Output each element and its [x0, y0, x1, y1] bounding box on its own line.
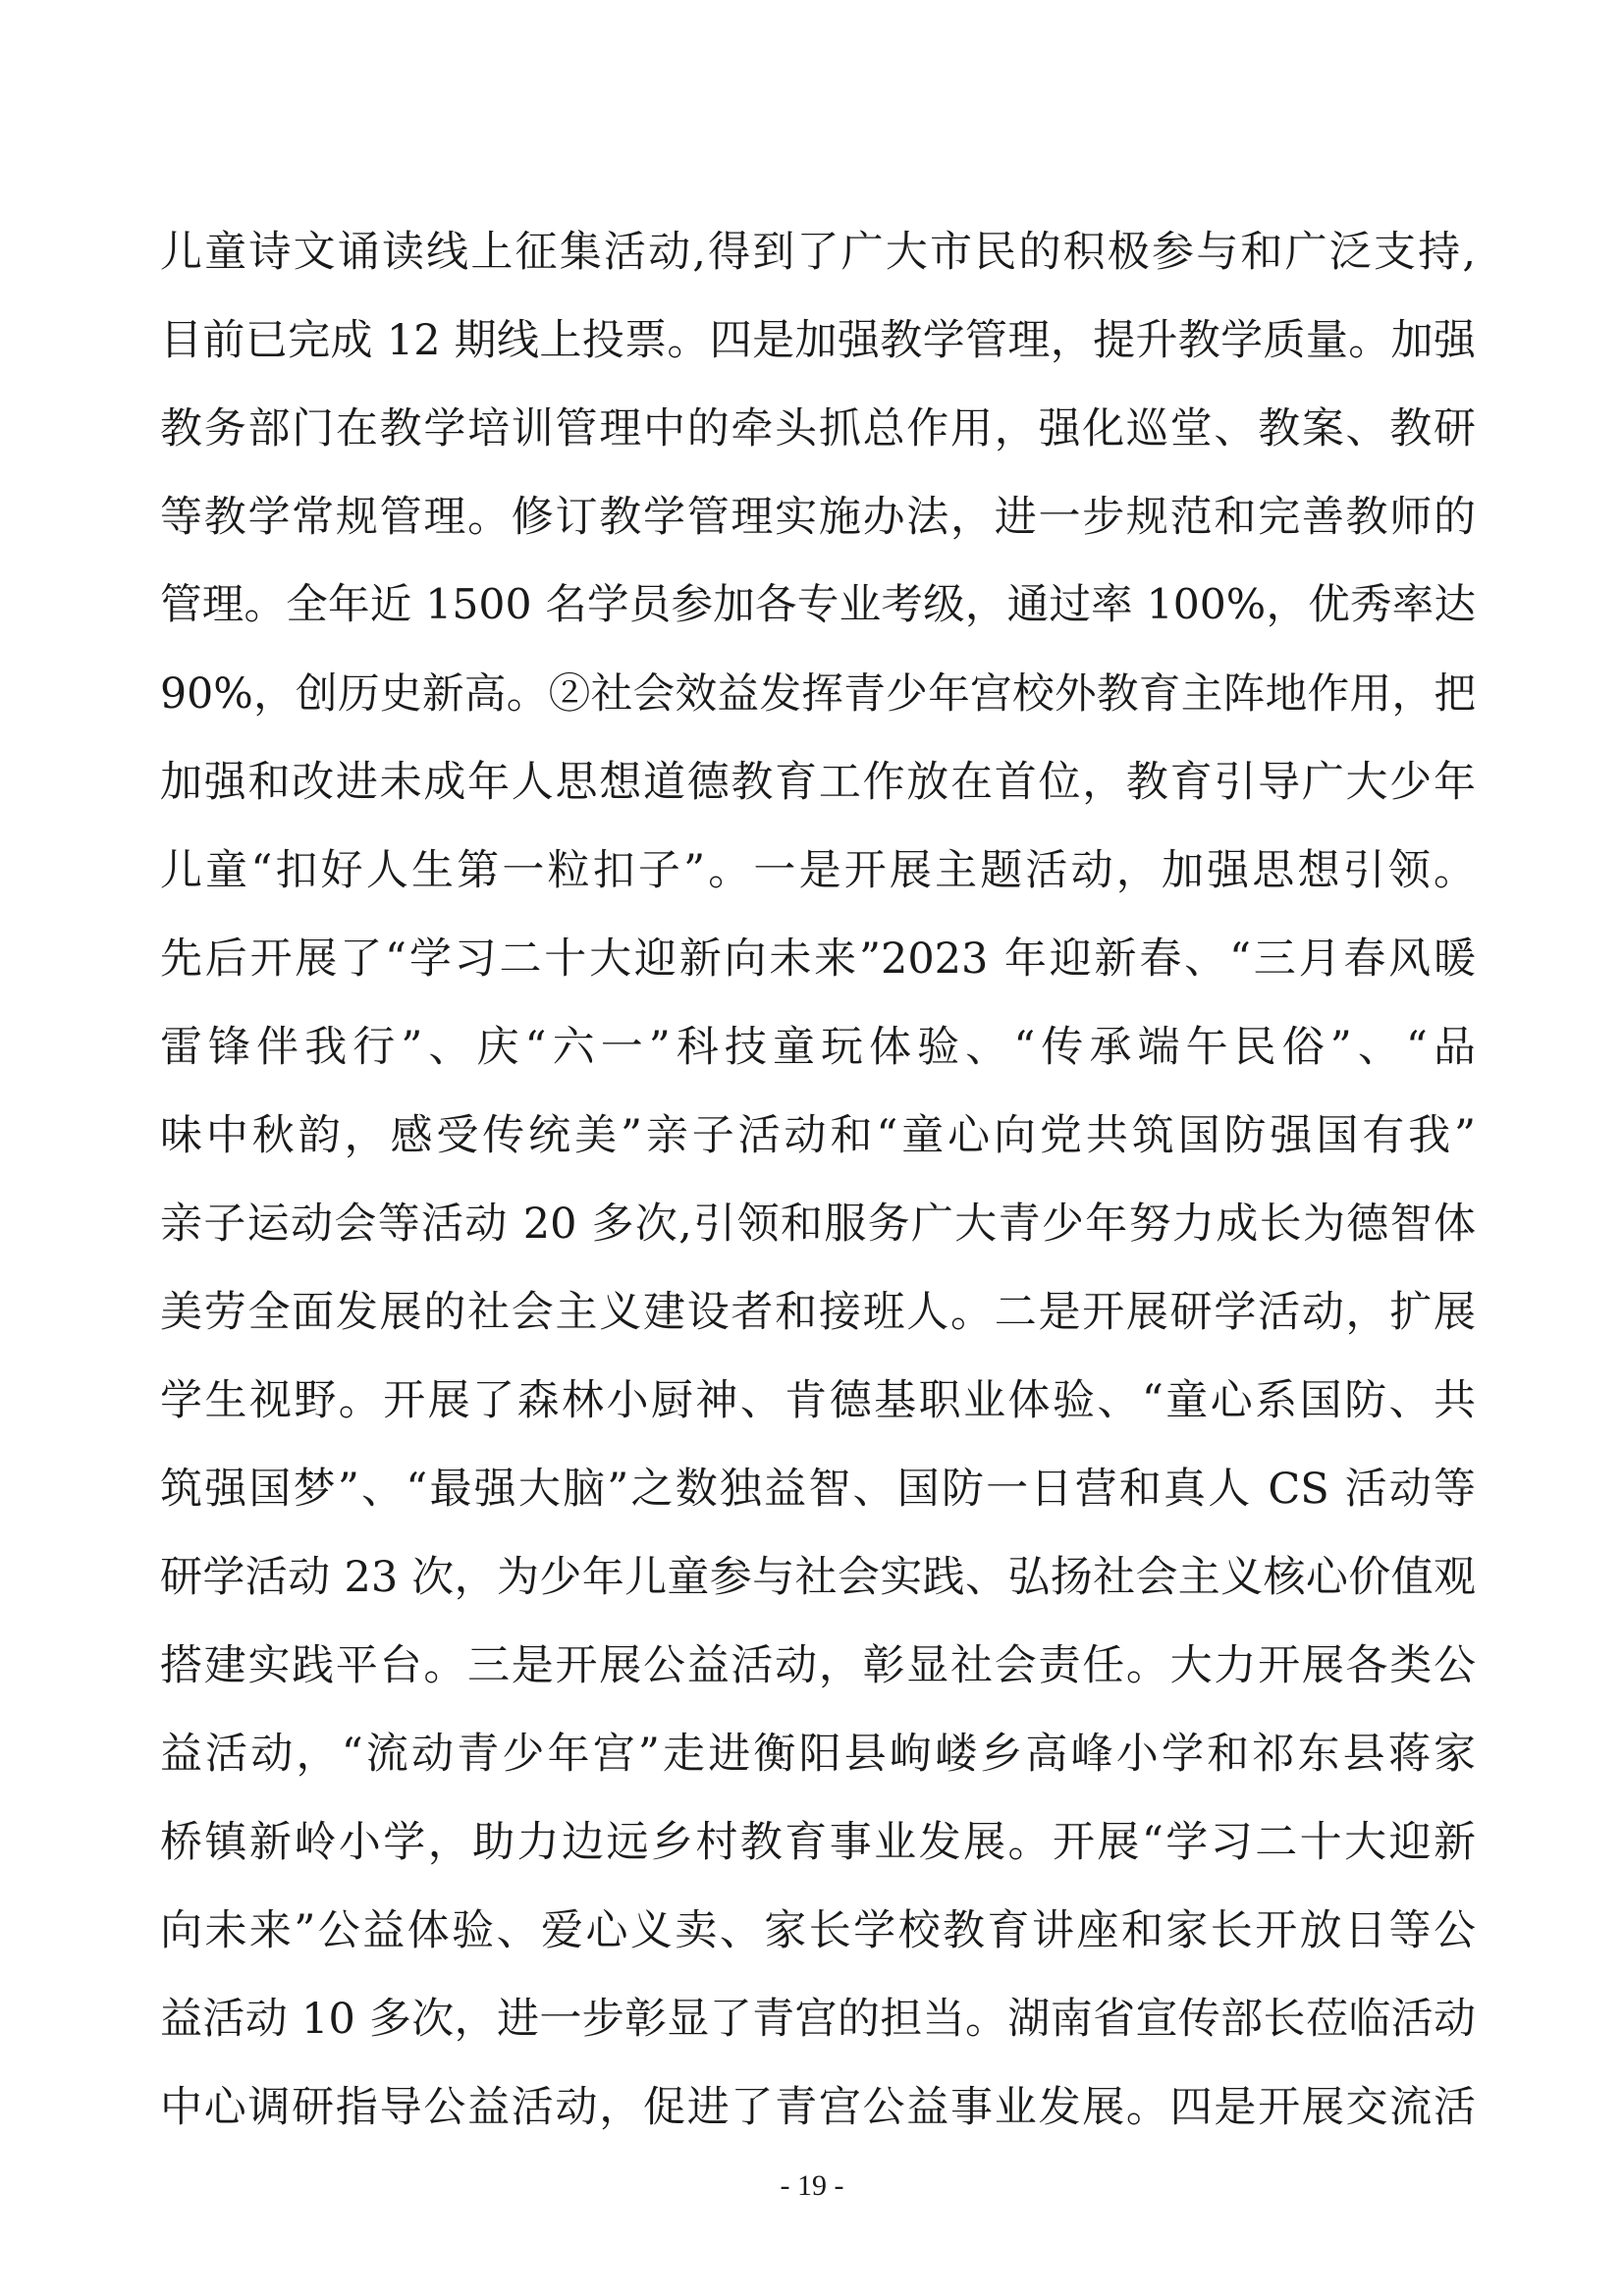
text-line-16: 研学活动 23 次，为少年儿童参与社会实践、弘扬社会主义核心价值观: [160, 1553, 1476, 1602]
text-line-11: 味中秋韵，感受传统美”亲子活动和“童心向党共筑国防强国有我”: [160, 1111, 1476, 1160]
text-line-10: 雷锋伴我行”、庆“六一”科技童玩体验、“传承端午民俗”、“品: [160, 1023, 1476, 1072]
text-line-18: 益活动，“流动青少年宫”走进衡阳县岣嵝乡高峰小学和祁东县蒋家: [160, 1730, 1476, 1779]
text-line-21: 益活动 10 多次，进一步彰显了青宫的担当。湖南省宣传部长莅临活动: [160, 1995, 1476, 2044]
text-line-12: 亲子运动会等活动 20 多次,引领和服务广大青少年努力成长为德智体: [160, 1200, 1476, 1249]
body-text: [160, 208, 1476, 2152]
text-line-6: 90%，创历史新高。②社会效益发挥青少年宫校外教育主阵地作用，把: [160, 669, 1476, 719]
text-line-1: 儿童诗文诵读线上征集活动,得到了广大市民的积极参与和广泛支持,: [160, 228, 1476, 277]
text-line-15: 筑强国梦”、“最强大脑”之数独益智、国防一日营和真人 CS 活动等: [160, 1465, 1476, 1514]
text-line-5: 管理。全年近 1500 名学员参加各专业考级，通过率 100%，优秀率达: [160, 581, 1476, 629]
text-line-17: 搭建实践平台。三是开展公益活动，彰显社会责任。大力开展各类公: [160, 1641, 1476, 1690]
text-line-4: 等教学常规管理。修订教学管理实施办法，进一步规范和完善教师的: [160, 493, 1476, 542]
text-line-3: 教务部门在教学培训管理中的牵头抓总作用，强化巡堂、教案、教研: [160, 404, 1476, 454]
text-line-7: 加强和改进未成年人思想道德教育工作放在首位，教育引导广大少年: [160, 758, 1476, 807]
text-line-22: 中心调研指导公益活动，促进了青宫公益事业发展。四是开展交流活: [160, 2083, 1476, 2132]
text-line-19: 桥镇新岭小学，助力边远乡村教育事业发展。开展“学习二十大迎新: [160, 1818, 1476, 1867]
text-line-14: 学生视野。开展了森林小厨神、肯德基职业体验、“童心系国防、共: [160, 1376, 1476, 1425]
text-line-2: 目前已完成 12 期线上投票。四是加强教学管理，提升教学质量。加强: [160, 316, 1476, 365]
page-number: - 19 -: [780, 2169, 844, 2202]
text-line-9: 先后开展了“学习二十大迎新向未来”2023 年迎新春、“三月春风暖: [160, 934, 1476, 984]
text-line-20: 向未来”公益体验、爱心义卖、家长学校教育讲座和家长开放日等公: [160, 1906, 1476, 1955]
text-line-8: 儿童“扣好人生第一粒扣子”。一是开展主题活动，加强思想引领。: [160, 846, 1476, 895]
text-line-13: 美劳全面发展的社会主义建设者和接班人。二是开展研学活动，扩展: [160, 1288, 1476, 1337]
